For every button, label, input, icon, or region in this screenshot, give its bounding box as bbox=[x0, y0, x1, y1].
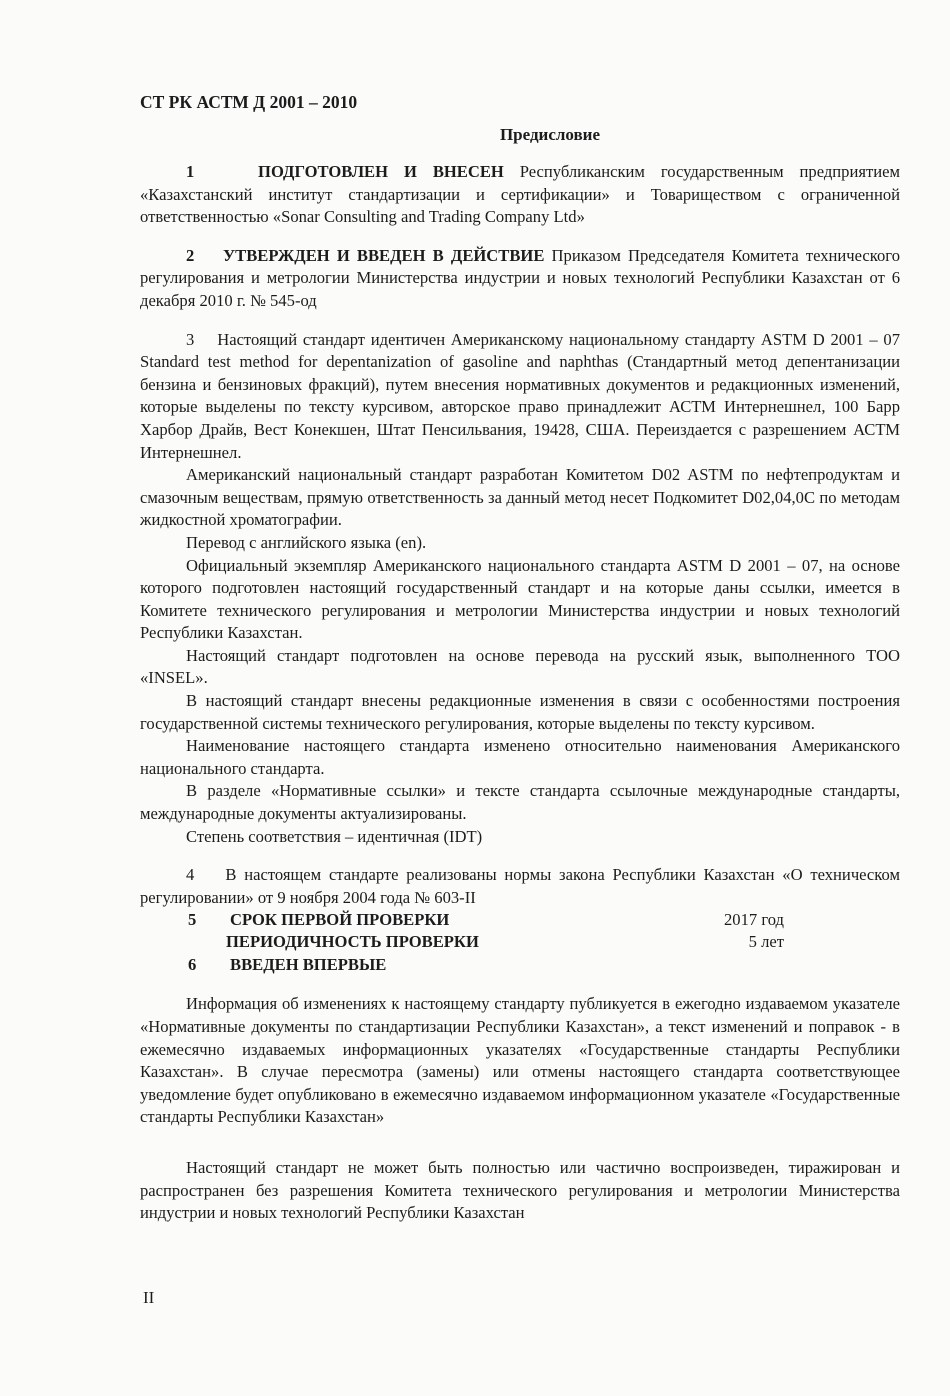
item-6-number: 6 bbox=[188, 955, 197, 975]
item-3-para-5: В настоящий стандарт внесены редакционные изменения в связи с особенностями построения государственной системы технического регулирования, которые выделены по тексту курсивом. bbox=[140, 691, 900, 733]
document-page bbox=[140, 92, 900, 1225]
page-number: II bbox=[143, 1288, 155, 1307]
standard-code: СТ РК АСТМ Д 2001 – 2010 bbox=[140, 92, 358, 112]
review-terms bbox=[140, 909, 900, 977]
item-4 bbox=[140, 864, 900, 909]
item-3-para-4: Настоящий стандарт подготовлен на основе перевода на русский язык, выполненного ТОО «INSEL». bbox=[140, 645, 900, 688]
item-4-text: В настоящем стандарте реализованы нормы закона Республики Казахстан «О техническом регулировании» от 9 ноября 2004 года № 603-II bbox=[140, 865, 901, 907]
item-3-para-3: Официальный экземпляр Американского национального стандарта ASTM D 2001 – 07, на основе которого подготовлен настоящий государственный стандарт и на которые даны ссылки, имеется в Комитете технического регулирования и метрологии Министерства индустрии и новых технологий Республики Казахстан. bbox=[140, 555, 900, 643]
item-2 bbox=[140, 245, 900, 313]
item-2-text: Приказом Председателя Комитета технического регулирования и метрологии Министерства индустрии и новых технологий Республики Казахстан от 6 декабря 2010 г. № 545-од bbox=[140, 245, 900, 310]
item-1 bbox=[140, 161, 900, 229]
item-3-para-7: В разделе «Нормативные ссылки» и тексте стандарта ссылочные международные стандарты, международные документы актуализированы. bbox=[140, 781, 900, 824]
item-1-number: 1 bbox=[186, 162, 195, 181]
item-3 bbox=[140, 329, 900, 465]
first-review-value: 2017 год bbox=[724, 910, 784, 930]
item-3-para-6: Наименование настоящего стандарта изменено относительно наименования Американского национального стандарта. bbox=[140, 736, 900, 778]
page-title: Предисловие bbox=[499, 125, 601, 144]
first-review-label: СРОК ПЕРВОЙ ПРОВЕРКИ bbox=[230, 910, 450, 930]
item-4-number: 4 bbox=[186, 865, 195, 885]
item-3-para-8: Степень соответствия – идентичная (IDT) bbox=[186, 826, 483, 846]
item-2-number: 2 bbox=[186, 245, 195, 265]
item-3-number: 3 bbox=[186, 329, 195, 349]
periodicity-value: 5 лет bbox=[748, 932, 784, 952]
item-1-lead: ПОДГОТОВЛЕН И ВНЕСЕН bbox=[258, 162, 504, 181]
item-1-text: Республиканским государственным предприятием «Казахстанский институт стандартизации и сертификации» и Товариществом с ограниченной ответственностью «Sonar Consulting and Trading Company Ltd» bbox=[140, 162, 900, 227]
copyright-paragraph: Настоящий стандарт не может быть полностью или частично воспроизведен, тиражирован и распространен без разрешения Комитета технического регулирования и метрологии Министерства индустрии и новых технологий Республики Казахстан bbox=[140, 1157, 900, 1223]
introduced-first-label: ВВЕДЕН ВПЕРВЫЕ bbox=[230, 955, 387, 975]
item-3-para-1: Американский национальный стандарт разработан Комитетом D02 ASTM по нефтепродуктам и смазочным веществам, прямую ответственность за данный метод несет Подкомитет D02,04,0C по методам жидкостной хроматографии. bbox=[140, 465, 900, 530]
item-5-number: 5 bbox=[188, 910, 197, 930]
item-3-text: Настоящий стандарт идентичен Американскому национальному стандарту ASTM D 2001 – 07 Standard test method for depentanization of gasoline and naphthas (Стандартный метод депентанизации бензина и бензиновых фракций), путем внесения нормативных документов и редакционных изменений, которые выделены по тексту курсивом, авторское право принадлежит АСТМ Интернешнел, 100 Барр Харбор Драйв, Вест Конекшен, Штат Пенсильвания, 19428, США. Переиздается с разрешением АСТМ Интернешнел. bbox=[140, 329, 900, 462]
info-paragraph: Информация об изменениях к настоящему стандарту публикуется в ежегодно издаваемом указателе «Нормативные документы по стандартизации Республики Казахстан», а текст изменений и поправок - в ежемесячно издаваемых информационных указателях «Государственные стандарты Республики Казахстан». В случае пересмотра (замены) или отмены настоящего стандарта соответствующее уведомление будет опубликовано в ежемесячно издаваемом информационном указателе «Государственные стандарты Республики Казахстан» bbox=[140, 994, 900, 1127]
item-3-para-2: Перевод с английского языка (en). bbox=[186, 532, 427, 552]
item-2-lead: УТВЕРЖДЕН И ВВЕДЕН В ДЕЙСТВИЕ bbox=[222, 245, 545, 265]
periodicity-label: ПЕРИОДИЧНОСТЬ ПРОВЕРКИ bbox=[226, 932, 479, 952]
